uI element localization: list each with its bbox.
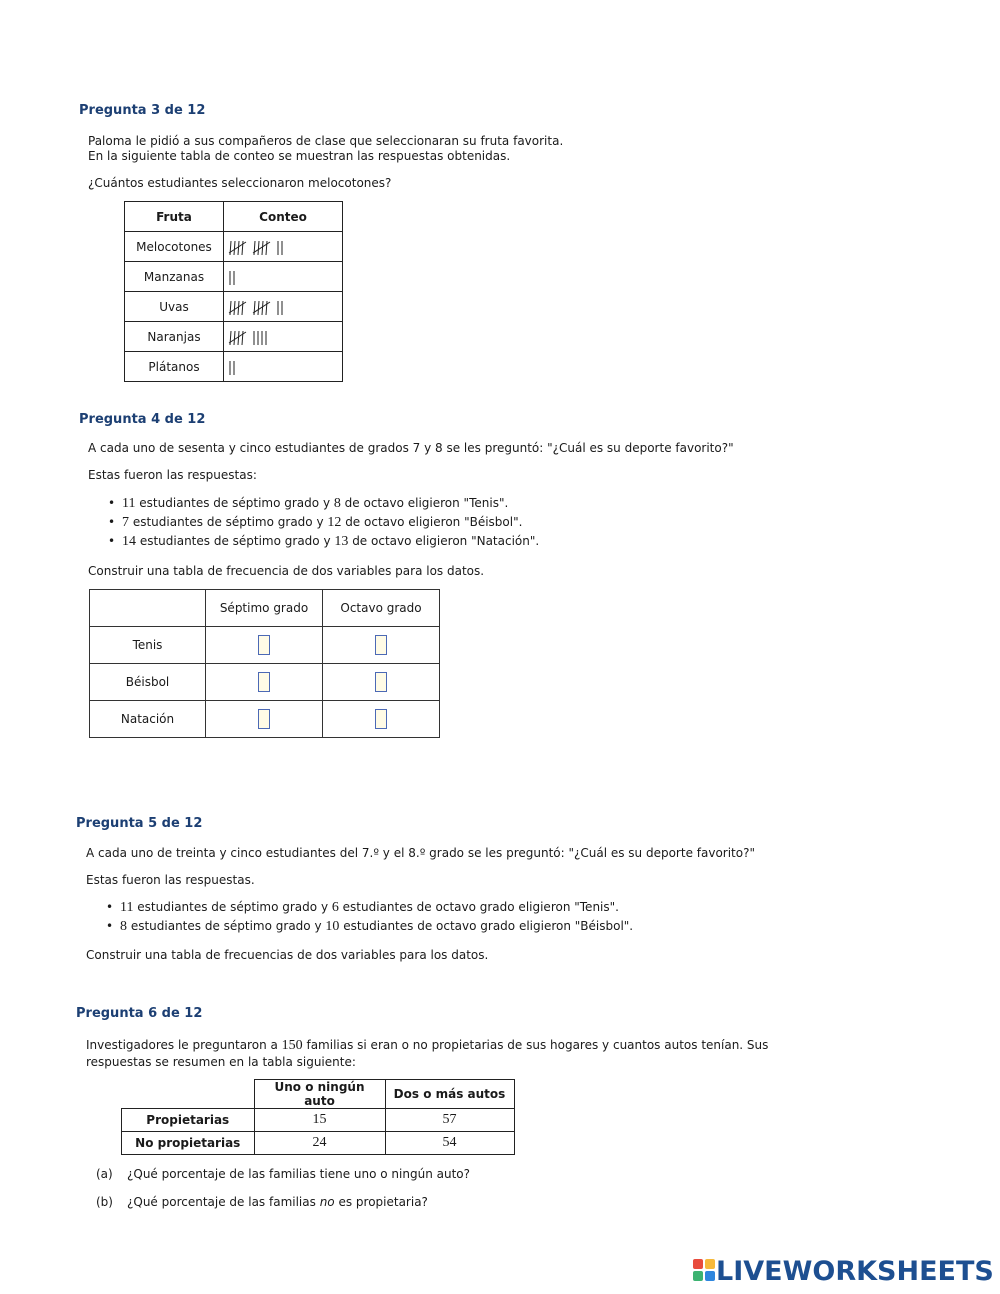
q4-instruction: Construir una tabla de frecuencia de dos variables para los datos. <box>88 564 485 578</box>
liveworksheets-logo[interactable] <box>692 1256 992 1286</box>
tally-stroke <box>229 242 246 253</box>
logo-icon <box>692 1258 716 1282</box>
answer-input-beisbol-octavo[interactable] <box>375 672 387 692</box>
tally-stroke <box>254 241 255 255</box>
q3-title: Pregunta 3 de 12 <box>79 103 206 118</box>
tally-cell <box>224 292 343 322</box>
tally-marks <box>228 237 294 257</box>
tally-stroke <box>253 242 270 253</box>
tally-stroke <box>242 301 243 315</box>
q5-instruction: Construir una tabla de frecuencias de dos variables para los datos. <box>86 948 489 962</box>
answer-input-tenis-septimo[interactable] <box>258 635 270 655</box>
header-septimo: Séptimo grado <box>206 590 323 627</box>
table-row <box>125 352 343 382</box>
answer-input-natacion-septimo[interactable] <box>258 709 270 729</box>
row-label-no-propietarias: No propietarias <box>122 1132 255 1155</box>
q4-title: Pregunta 4 de 12 <box>79 412 206 427</box>
list-item: • 14 estudiantes de séptimo grado y 13 de octavo eligieron "Natación". <box>106 532 539 551</box>
tally-marks <box>228 357 246 377</box>
tally-stroke <box>230 241 231 255</box>
tally-marks <box>228 327 282 347</box>
q6-title: Pregunta 6 de 12 <box>76 1006 203 1021</box>
tally-stroke <box>229 332 246 343</box>
value-propietarias-uno: 15 <box>254 1109 385 1132</box>
tally-stroke <box>230 301 231 315</box>
answer-input-tenis-octavo[interactable] <box>375 635 387 655</box>
table-corner <box>90 590 206 627</box>
table-row <box>125 322 343 352</box>
row-label-beisbol: Béisbol <box>90 664 206 701</box>
tally-stroke <box>234 301 235 315</box>
fruit-name: Naranjas <box>125 322 224 352</box>
tally-stroke <box>229 302 246 313</box>
autos-table <box>121 1079 515 1155</box>
fruit-name: Melocotones <box>125 232 224 262</box>
tally-stroke <box>253 302 270 313</box>
q6-line1: Investigadores le preguntaron a 150 familias si eran o no propietarias de sus hogares y cuantos autos tenían. Sus <box>86 1038 769 1053</box>
fruit-name: Manzanas <box>125 262 224 292</box>
q3-line1: Paloma le pidió a sus compañeros de clase que seleccionaran su fruta favorita. <box>88 134 564 148</box>
tally-cell <box>224 352 343 382</box>
table-corner <box>122 1080 255 1109</box>
row-label-natacion: Natación <box>90 701 206 738</box>
tally-stroke <box>230 331 231 345</box>
value-no-propietarias-uno: 24 <box>254 1132 385 1155</box>
cell-beisbol-septimo <box>206 664 323 701</box>
value-propietarias-dos: 57 <box>385 1109 514 1132</box>
tally-header-fruit: Fruta <box>125 202 224 232</box>
tally-stroke <box>242 241 243 255</box>
list-item: • 11 estudiantes de séptimo grado y 6 estudiantes de octavo grado eligieron "Tenis". <box>104 898 633 917</box>
tally-stroke <box>238 301 239 315</box>
tally-cell <box>224 262 343 292</box>
table-row <box>125 232 343 262</box>
tally-stroke <box>234 241 235 255</box>
tally-table <box>124 201 343 382</box>
frequency-table <box>89 589 440 738</box>
tally-stroke <box>262 301 263 315</box>
q4-intro: A cada uno de sesenta y cinco estudiantes de grados 7 y 8 se les preguntó: "¿Cuál es su deporte favorito?" <box>88 441 734 455</box>
q3-question: ¿Cuántos estudiantes seleccionaron melocotones? <box>88 176 392 190</box>
answer-input-beisbol-septimo[interactable] <box>258 672 270 692</box>
row-label-tenis: Tenis <box>90 627 206 664</box>
q5-answers-intro: Estas fueron las respuestas. <box>86 873 255 887</box>
cell-natacion-septimo <box>206 701 323 738</box>
list-item: • 7 estudiantes de séptimo grado y 12 de octavo eligieron "Béisbol". <box>106 513 539 532</box>
q5-bullet-list <box>104 898 633 936</box>
table-row <box>125 262 343 292</box>
q4-bullet-list <box>106 494 539 551</box>
header-uno-o-ningun: Uno o ningún auto <box>254 1080 385 1109</box>
cell-tenis-septimo <box>206 627 323 664</box>
tally-stroke <box>234 331 235 345</box>
tally-stroke <box>266 241 267 255</box>
tally-cell <box>224 322 343 352</box>
cell-natacion-octavo <box>323 701 440 738</box>
tally-cell <box>224 232 343 262</box>
header-dos-o-mas: Dos o más autos <box>385 1080 514 1109</box>
header-octavo: Octavo grado <box>323 590 440 627</box>
q6-part-a-label: (a) <box>96 1167 113 1181</box>
tally-marks <box>228 267 246 287</box>
fruit-name: Plátanos <box>125 352 224 382</box>
tally-stroke <box>258 301 259 315</box>
tally-stroke <box>254 301 255 315</box>
table-row <box>125 292 343 322</box>
answer-input-natacion-octavo[interactable] <box>375 709 387 729</box>
tally-stroke <box>238 241 239 255</box>
list-item: • 8 estudiantes de séptimo grado y 10 estudiantes de octavo grado eligieron "Béisbol". <box>104 917 633 936</box>
tally-stroke <box>242 331 243 345</box>
fruit-name: Uvas <box>125 292 224 322</box>
cell-tenis-octavo <box>323 627 440 664</box>
logo-text: LIVEWORKSHEETS <box>716 1256 994 1287</box>
q5-intro: A cada uno de treinta y cinco estudiantes del 7.º y el 8.º grado se les preguntó: "¿Cuál es su deporte favorito?" <box>86 846 755 860</box>
q6-line2: respuestas se resumen en la tabla siguiente: <box>86 1055 356 1069</box>
tally-stroke <box>258 241 259 255</box>
q5-title: Pregunta 5 de 12 <box>76 816 203 831</box>
value-no-propietarias-dos: 54 <box>385 1132 514 1155</box>
tally-marks <box>228 297 294 317</box>
tally-stroke <box>262 241 263 255</box>
q6-part-b-text: ¿Qué porcentaje de las familias no es propietaria? <box>127 1195 428 1209</box>
tally-header-count: Conteo <box>224 202 343 232</box>
q6-part-a-text: ¿Qué porcentaje de las familias tiene uno o ningún auto? <box>127 1167 470 1181</box>
tally-stroke <box>238 331 239 345</box>
q6-part-b-label: (b) <box>96 1195 113 1209</box>
tally-stroke <box>266 301 267 315</box>
cell-beisbol-octavo <box>323 664 440 701</box>
list-item: • 11 estudiantes de séptimo grado y 8 de octavo eligieron "Tenis". <box>106 494 539 513</box>
q3-line2: En la siguiente tabla de conteo se muestran las respuestas obtenidas. <box>88 149 511 163</box>
row-label-propietarias: Propietarias <box>122 1109 255 1132</box>
q4-answers-intro: Estas fueron las respuestas: <box>88 468 257 482</box>
